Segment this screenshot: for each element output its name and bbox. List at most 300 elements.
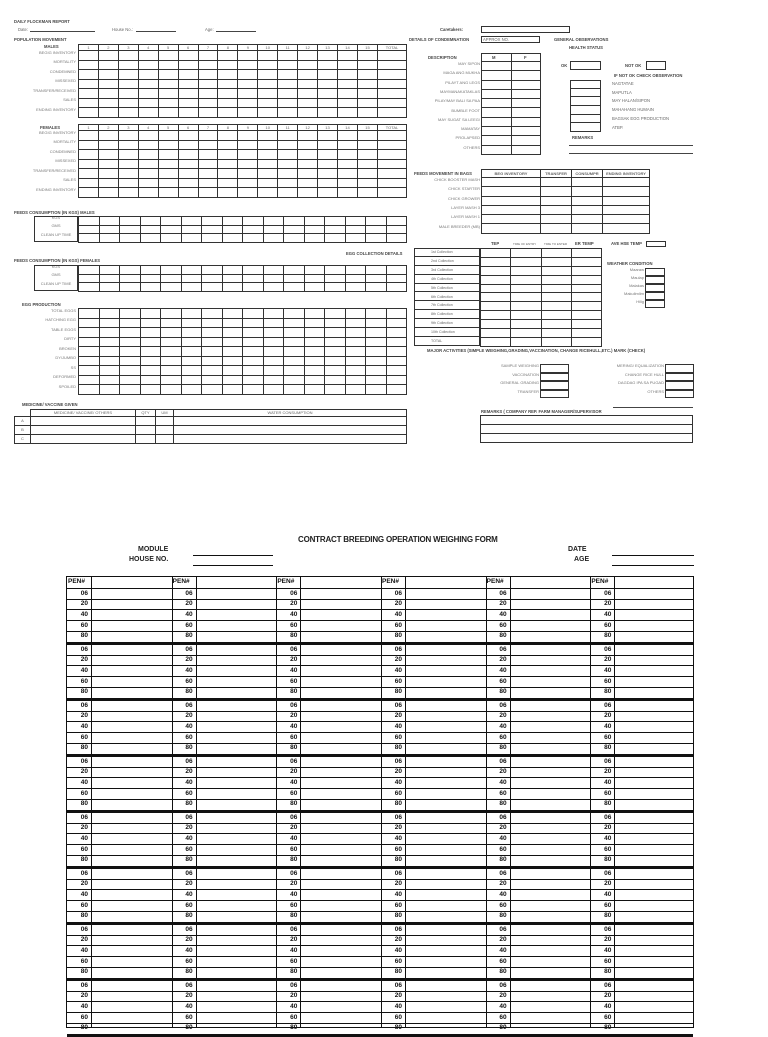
obs-checkbox[interactable]	[570, 89, 601, 98]
weight-entry-cell[interactable]	[406, 924, 485, 935]
feeds-females-cell[interactable]	[202, 274, 223, 283]
egg-prod-cell[interactable]	[284, 385, 305, 395]
feeds-females-cell[interactable]	[120, 274, 141, 283]
females-cell[interactable]	[357, 140, 377, 150]
females-cell[interactable]	[158, 131, 178, 141]
egg-prod-cell[interactable]	[325, 318, 346, 328]
weight-entry-cell[interactable]	[511, 644, 590, 655]
females-cell[interactable]	[238, 140, 258, 150]
feeds-males-cell[interactable]	[140, 225, 161, 234]
males-cell[interactable]	[378, 51, 407, 61]
egg-prod-cell[interactable]	[304, 366, 325, 376]
egg-prod-cell[interactable]	[325, 385, 346, 395]
egg-prod-cell[interactable]	[222, 356, 243, 366]
egg-prod-cell[interactable]	[120, 356, 141, 366]
weight-entry-cell[interactable]	[511, 980, 590, 991]
males-cell[interactable]	[79, 108, 99, 118]
weight-entry-cell[interactable]	[197, 900, 276, 911]
males-cell[interactable]	[258, 79, 278, 89]
weight-entry-cell[interactable]	[197, 833, 276, 844]
weight-entry-cell[interactable]	[615, 911, 694, 922]
egg-prod-cell[interactable]	[345, 366, 366, 376]
weight-entry-cell[interactable]	[197, 644, 276, 655]
weight-entry-cell[interactable]	[92, 889, 171, 900]
weight-entry-cell[interactable]	[615, 799, 694, 810]
feeds-females-cell[interactable]	[366, 283, 387, 292]
weight-entry-cell[interactable]	[511, 1012, 590, 1023]
males-cell[interactable]	[79, 79, 99, 89]
egg-prod-cell[interactable]	[181, 366, 202, 376]
egg-prod-cell[interactable]	[345, 318, 366, 328]
egg-col-cell[interactable]	[481, 249, 511, 258]
weight-entry-cell[interactable]	[615, 855, 694, 866]
females-cell[interactable]	[138, 140, 158, 150]
weight-entry-cell[interactable]	[301, 700, 380, 711]
weight-entry-cell[interactable]	[197, 620, 276, 631]
condemn-cell[interactable]	[511, 136, 541, 145]
feeds-mov-cell[interactable]	[482, 196, 541, 205]
feeds-females-cell[interactable]	[79, 266, 100, 275]
weight-entry-cell[interactable]	[301, 687, 380, 698]
weight-entry-cell[interactable]	[615, 767, 694, 778]
males-cell[interactable]	[337, 60, 357, 70]
males-cell[interactable]	[198, 51, 218, 61]
feeds-males-cell[interactable]	[181, 225, 202, 234]
egg-col-cell[interactable]	[511, 266, 541, 275]
condemn-cell[interactable]	[482, 108, 512, 117]
weight-entry-cell[interactable]	[197, 788, 276, 799]
egg-col-cell[interactable]	[481, 329, 511, 338]
egg-prod-cell[interactable]	[222, 366, 243, 376]
egg-prod-cell[interactable]	[284, 318, 305, 328]
females-cell[interactable]	[79, 188, 99, 198]
egg-prod-cell[interactable]	[304, 385, 325, 395]
weight-entry-cell[interactable]	[406, 991, 485, 1002]
weight-entry-cell[interactable]	[301, 767, 380, 778]
egg-prod-cell[interactable]	[120, 309, 141, 319]
weight-entry-cell[interactable]	[197, 767, 276, 778]
males-cell[interactable]	[318, 60, 338, 70]
egg-prod-cell[interactable]	[79, 328, 100, 338]
egg-prod-cell[interactable]	[304, 318, 325, 328]
males-cell[interactable]	[138, 51, 158, 61]
males-cell[interactable]	[198, 89, 218, 99]
weight-entry-cell[interactable]	[197, 967, 276, 978]
weight-entry-cell[interactable]	[406, 967, 485, 978]
males-cell[interactable]	[318, 98, 338, 108]
weight-entry-cell[interactable]	[301, 711, 380, 722]
weight-entry-cell[interactable]	[301, 823, 380, 834]
weight-entry-cell[interactable]	[511, 665, 590, 676]
condemn-cell[interactable]	[482, 99, 512, 108]
feeds-males-cell[interactable]	[79, 234, 100, 243]
weight-entry-cell[interactable]	[301, 721, 380, 732]
egg-prod-cell[interactable]	[345, 309, 366, 319]
feeds-males-cell[interactable]	[99, 225, 120, 234]
feeds-females-cell[interactable]	[366, 266, 387, 275]
females-cell[interactable]	[98, 169, 118, 179]
males-cell[interactable]	[357, 108, 377, 118]
weight-entry-cell[interactable]	[511, 911, 590, 922]
females-cell[interactable]	[118, 131, 138, 141]
weight-entry-cell[interactable]	[511, 687, 590, 698]
males-cell[interactable]	[218, 70, 238, 80]
egg-prod-cell[interactable]	[222, 318, 243, 328]
egg-prod-cell[interactable]	[140, 337, 161, 347]
egg-prod-cell[interactable]	[386, 356, 407, 366]
egg-prod-cell[interactable]	[263, 347, 284, 357]
egg-prod-cell[interactable]	[284, 328, 305, 338]
egg-col-cell[interactable]	[571, 275, 601, 284]
feeds-males-cell[interactable]	[140, 217, 161, 226]
weight-entry-cell[interactable]	[197, 721, 276, 732]
males-cell[interactable]	[138, 79, 158, 89]
caretaker-field[interactable]	[481, 26, 570, 33]
males-cell[interactable]	[318, 79, 338, 89]
feeds-females-cell[interactable]	[284, 266, 305, 275]
females-cell[interactable]	[218, 169, 238, 179]
feeds-females-cell[interactable]	[243, 283, 264, 292]
egg-prod-cell[interactable]	[79, 318, 100, 328]
weight-entry-cell[interactable]	[197, 855, 276, 866]
males-cell[interactable]	[98, 89, 118, 99]
weight-entry-cell[interactable]	[197, 991, 276, 1002]
males-cell[interactable]	[357, 60, 377, 70]
females-cell[interactable]	[298, 169, 318, 179]
weight-entry-cell[interactable]	[197, 879, 276, 890]
males-cell[interactable]	[158, 79, 178, 89]
weight-entry-cell[interactable]	[615, 889, 694, 900]
condemn-cell[interactable]	[511, 62, 541, 71]
weight-entry-cell[interactable]	[301, 665, 380, 676]
house-no-field[interactable]	[193, 565, 273, 566]
females-cell[interactable]	[298, 150, 318, 160]
egg-prod-cell[interactable]	[140, 318, 161, 328]
feeds-mov-cell[interactable]	[541, 187, 572, 196]
females-cell[interactable]	[258, 150, 278, 160]
feeds-mov-cell[interactable]	[541, 178, 572, 187]
weight-entry-cell[interactable]	[615, 609, 694, 620]
females-cell[interactable]	[278, 188, 298, 198]
females-cell[interactable]	[378, 140, 407, 150]
weight-entry-cell[interactable]	[92, 631, 171, 642]
females-cell[interactable]	[318, 159, 338, 169]
weight-entry-cell[interactable]	[511, 812, 590, 823]
females-cell[interactable]	[118, 169, 138, 179]
condemn-cell[interactable]	[511, 127, 541, 136]
females-cell[interactable]	[278, 159, 298, 169]
egg-col-cell[interactable]	[541, 320, 571, 329]
egg-col-cell[interactable]	[481, 266, 511, 275]
feeds-females-cell[interactable]	[202, 266, 223, 275]
weight-entry-cell[interactable]	[511, 609, 590, 620]
females-cell[interactable]	[318, 169, 338, 179]
egg-prod-cell[interactable]	[263, 309, 284, 319]
weight-entry-cell[interactable]	[197, 889, 276, 900]
egg-prod-cell[interactable]	[366, 366, 387, 376]
egg-prod-cell[interactable]	[99, 356, 120, 366]
weight-entry-cell[interactable]	[301, 833, 380, 844]
feeds-males-cell[interactable]	[304, 225, 325, 234]
egg-prod-cell[interactable]	[263, 337, 284, 347]
weight-entry-cell[interactable]	[511, 889, 590, 900]
feeds-males-cell[interactable]	[366, 217, 387, 226]
feeds-females-cell[interactable]	[304, 274, 325, 283]
females-cell[interactable]	[357, 150, 377, 160]
females-cell[interactable]	[138, 188, 158, 198]
weight-entry-cell[interactable]	[511, 868, 590, 879]
egg-col-cell[interactable]	[481, 293, 511, 302]
weight-entry-cell[interactable]	[301, 743, 380, 754]
weight-entry-cell[interactable]	[615, 644, 694, 655]
feeds-mov-cell[interactable]	[603, 224, 650, 233]
weight-entry-cell[interactable]	[615, 711, 694, 722]
males-cell[interactable]	[278, 60, 298, 70]
weight-entry-cell[interactable]	[615, 631, 694, 642]
feeds-males-cell[interactable]	[161, 225, 182, 234]
feeds-females-cell[interactable]	[222, 266, 243, 275]
weight-entry-cell[interactable]	[301, 609, 380, 620]
weight-entry-cell[interactable]	[511, 1001, 590, 1012]
females-cell[interactable]	[198, 169, 218, 179]
males-cell[interactable]	[198, 98, 218, 108]
males-cell[interactable]	[278, 98, 298, 108]
females-cell[interactable]	[357, 178, 377, 188]
egg-col-cell[interactable]	[541, 329, 571, 338]
feeds-females-cell[interactable]	[202, 283, 223, 292]
feeds-males-cell[interactable]	[366, 225, 387, 234]
males-cell[interactable]	[378, 98, 407, 108]
egg-col-cell[interactable]	[481, 284, 511, 293]
obs-checkbox[interactable]	[570, 97, 601, 106]
egg-col-cell[interactable]	[571, 293, 601, 302]
feeds-females-cell[interactable]	[243, 274, 264, 283]
weight-entry-cell[interactable]	[406, 956, 485, 967]
weight-entry-cell[interactable]	[511, 631, 590, 642]
females-cell[interactable]	[138, 159, 158, 169]
females-cell[interactable]	[318, 131, 338, 141]
egg-col-cell[interactable]	[571, 284, 601, 293]
weight-entry-cell[interactable]	[511, 991, 590, 1002]
weight-entry-cell[interactable]	[301, 855, 380, 866]
feeds-males-cell[interactable]	[161, 217, 182, 226]
condemn-cell[interactable]	[511, 117, 541, 126]
egg-prod-cell[interactable]	[325, 309, 346, 319]
egg-prod-cell[interactable]	[263, 375, 284, 385]
males-cell[interactable]	[98, 70, 118, 80]
egg-prod-cell[interactable]	[263, 356, 284, 366]
weight-entry-cell[interactable]	[197, 711, 276, 722]
females-cell[interactable]	[178, 169, 198, 179]
egg-prod-cell[interactable]	[120, 375, 141, 385]
egg-prod-cell[interactable]	[99, 328, 120, 338]
weight-entry-cell[interactable]	[92, 945, 171, 956]
egg-prod-cell[interactable]	[181, 347, 202, 357]
females-cell[interactable]	[118, 159, 138, 169]
males-cell[interactable]	[258, 51, 278, 61]
weight-entry-cell[interactable]	[197, 1023, 276, 1034]
egg-prod-cell[interactable]	[181, 318, 202, 328]
females-cell[interactable]	[337, 169, 357, 179]
feeds-mov-cell[interactable]	[541, 224, 572, 233]
feeds-females-cell[interactable]	[345, 274, 366, 283]
females-cell[interactable]	[337, 159, 357, 169]
males-cell[interactable]	[218, 108, 238, 118]
activity-left-checkbox[interactable]	[540, 390, 569, 399]
weight-entry-cell[interactable]	[511, 732, 590, 743]
obs-checkbox[interactable]	[570, 106, 601, 115]
egg-prod-cell[interactable]	[161, 328, 182, 338]
females-cell[interactable]	[258, 169, 278, 179]
males-cell[interactable]	[318, 89, 338, 99]
activity-right-checkbox[interactable]	[665, 373, 694, 382]
weight-entry-cell[interactable]	[301, 945, 380, 956]
weight-entry-cell[interactable]	[92, 788, 171, 799]
feeds-males-cell[interactable]	[181, 217, 202, 226]
weight-entry-cell[interactable]	[406, 868, 485, 879]
weight-entry-cell[interactable]	[511, 788, 590, 799]
egg-prod-cell[interactable]	[99, 375, 120, 385]
weight-entry-cell[interactable]	[406, 599, 485, 610]
weight-entry-cell[interactable]	[511, 711, 590, 722]
weight-entry-cell[interactable]	[511, 743, 590, 754]
feeds-mov-cell[interactable]	[541, 215, 572, 224]
condemn-cell[interactable]	[511, 108, 541, 117]
weight-entry-cell[interactable]	[92, 599, 171, 610]
weight-entry-cell[interactable]	[406, 1023, 485, 1034]
weight-entry-cell[interactable]	[301, 620, 380, 631]
egg-prod-cell[interactable]	[222, 309, 243, 319]
ave-temp-box[interactable]	[646, 241, 666, 247]
egg-prod-cell[interactable]	[386, 385, 407, 395]
weight-entry-cell[interactable]	[301, 655, 380, 666]
feeds-males-cell[interactable]	[140, 234, 161, 243]
weight-entry-cell[interactable]	[92, 732, 171, 743]
condemn-cell[interactable]	[511, 89, 541, 98]
males-cell[interactable]	[158, 89, 178, 99]
feeds-females-cell[interactable]	[263, 283, 284, 292]
egg-prod-cell[interactable]	[79, 366, 100, 376]
weight-entry-cell[interactable]	[92, 812, 171, 823]
egg-col-cell[interactable]	[481, 337, 511, 346]
feeds-females-cell[interactable]	[79, 274, 100, 283]
weight-entry-cell[interactable]	[615, 967, 694, 978]
feeds-males-cell[interactable]	[263, 217, 284, 226]
males-cell[interactable]	[178, 79, 198, 89]
weight-entry-cell[interactable]	[615, 879, 694, 890]
weight-entry-cell[interactable]	[406, 812, 485, 823]
females-cell[interactable]	[138, 169, 158, 179]
feeds-females-cell[interactable]	[284, 283, 305, 292]
weight-entry-cell[interactable]	[615, 991, 694, 1002]
weight-entry-cell[interactable]	[92, 1012, 171, 1023]
weight-entry-cell[interactable]	[301, 935, 380, 946]
weight-entry-cell[interactable]	[511, 620, 590, 631]
feeds-females-cell[interactable]	[161, 283, 182, 292]
males-cell[interactable]	[258, 60, 278, 70]
weight-entry-cell[interactable]	[92, 991, 171, 1002]
egg-col-cell[interactable]	[511, 337, 541, 346]
males-cell[interactable]	[298, 98, 318, 108]
egg-prod-cell[interactable]	[366, 337, 387, 347]
egg-col-cell[interactable]	[541, 311, 571, 320]
weight-entry-cell[interactable]	[406, 721, 485, 732]
males-cell[interactable]	[337, 79, 357, 89]
weather-checkbox[interactable]	[645, 300, 665, 308]
egg-prod-cell[interactable]	[325, 366, 346, 376]
females-cell[interactable]	[158, 150, 178, 160]
activity-right-checkbox[interactable]	[665, 381, 694, 390]
egg-prod-cell[interactable]	[243, 356, 264, 366]
egg-prod-cell[interactable]	[140, 385, 161, 395]
feeds-mov-cell[interactable]	[603, 178, 650, 187]
females-cell[interactable]	[278, 169, 298, 179]
weight-entry-cell[interactable]	[92, 967, 171, 978]
females-cell[interactable]	[278, 140, 298, 150]
feeds-females-cell[interactable]	[181, 274, 202, 283]
feeds-females-cell[interactable]	[99, 274, 120, 283]
egg-prod-cell[interactable]	[284, 366, 305, 376]
weight-entry-cell[interactable]	[197, 700, 276, 711]
feeds-females-cell[interactable]	[140, 266, 161, 275]
females-cell[interactable]	[79, 140, 99, 150]
males-cell[interactable]	[238, 108, 258, 118]
weight-entry-cell[interactable]	[92, 935, 171, 946]
weight-entry-cell[interactable]	[92, 609, 171, 620]
males-cell[interactable]	[238, 98, 258, 108]
males-cell[interactable]	[118, 89, 138, 99]
egg-col-cell[interactable]	[571, 329, 601, 338]
weight-entry-cell[interactable]	[406, 799, 485, 810]
weight-entry-cell[interactable]	[301, 991, 380, 1002]
egg-prod-cell[interactable]	[181, 337, 202, 347]
males-cell[interactable]	[158, 98, 178, 108]
egg-prod-cell[interactable]	[202, 309, 223, 319]
egg-prod-cell[interactable]	[243, 385, 264, 395]
weight-entry-cell[interactable]	[197, 743, 276, 754]
females-cell[interactable]	[298, 178, 318, 188]
egg-col-cell[interactable]	[541, 266, 571, 275]
females-cell[interactable]	[298, 159, 318, 169]
egg-col-cell[interactable]	[541, 302, 571, 311]
weight-entry-cell[interactable]	[615, 823, 694, 834]
females-cell[interactable]	[318, 188, 338, 198]
egg-prod-cell[interactable]	[181, 356, 202, 366]
males-cell[interactable]	[378, 70, 407, 80]
weight-entry-cell[interactable]	[301, 812, 380, 823]
egg-prod-cell[interactable]	[222, 347, 243, 357]
males-cell[interactable]	[118, 51, 138, 61]
weight-entry-cell[interactable]	[92, 777, 171, 788]
condemn-cell[interactable]	[482, 136, 512, 145]
males-cell[interactable]	[198, 70, 218, 80]
egg-prod-cell[interactable]	[161, 375, 182, 385]
feeds-mov-cell[interactable]	[572, 224, 603, 233]
egg-prod-cell[interactable]	[243, 328, 264, 338]
weight-entry-cell[interactable]	[511, 655, 590, 666]
egg-prod-cell[interactable]	[79, 337, 100, 347]
egg-prod-cell[interactable]	[161, 347, 182, 357]
egg-prod-cell[interactable]	[325, 356, 346, 366]
weight-entry-cell[interactable]	[92, 665, 171, 676]
weight-entry-cell[interactable]	[406, 777, 485, 788]
egg-prod-cell[interactable]	[99, 318, 120, 328]
weight-entry-cell[interactable]	[615, 945, 694, 956]
not-ok-checkbox[interactable]	[646, 61, 666, 70]
remarks-line-2[interactable]	[569, 153, 693, 154]
females-cell[interactable]	[298, 131, 318, 141]
weight-entry-cell[interactable]	[92, 956, 171, 967]
